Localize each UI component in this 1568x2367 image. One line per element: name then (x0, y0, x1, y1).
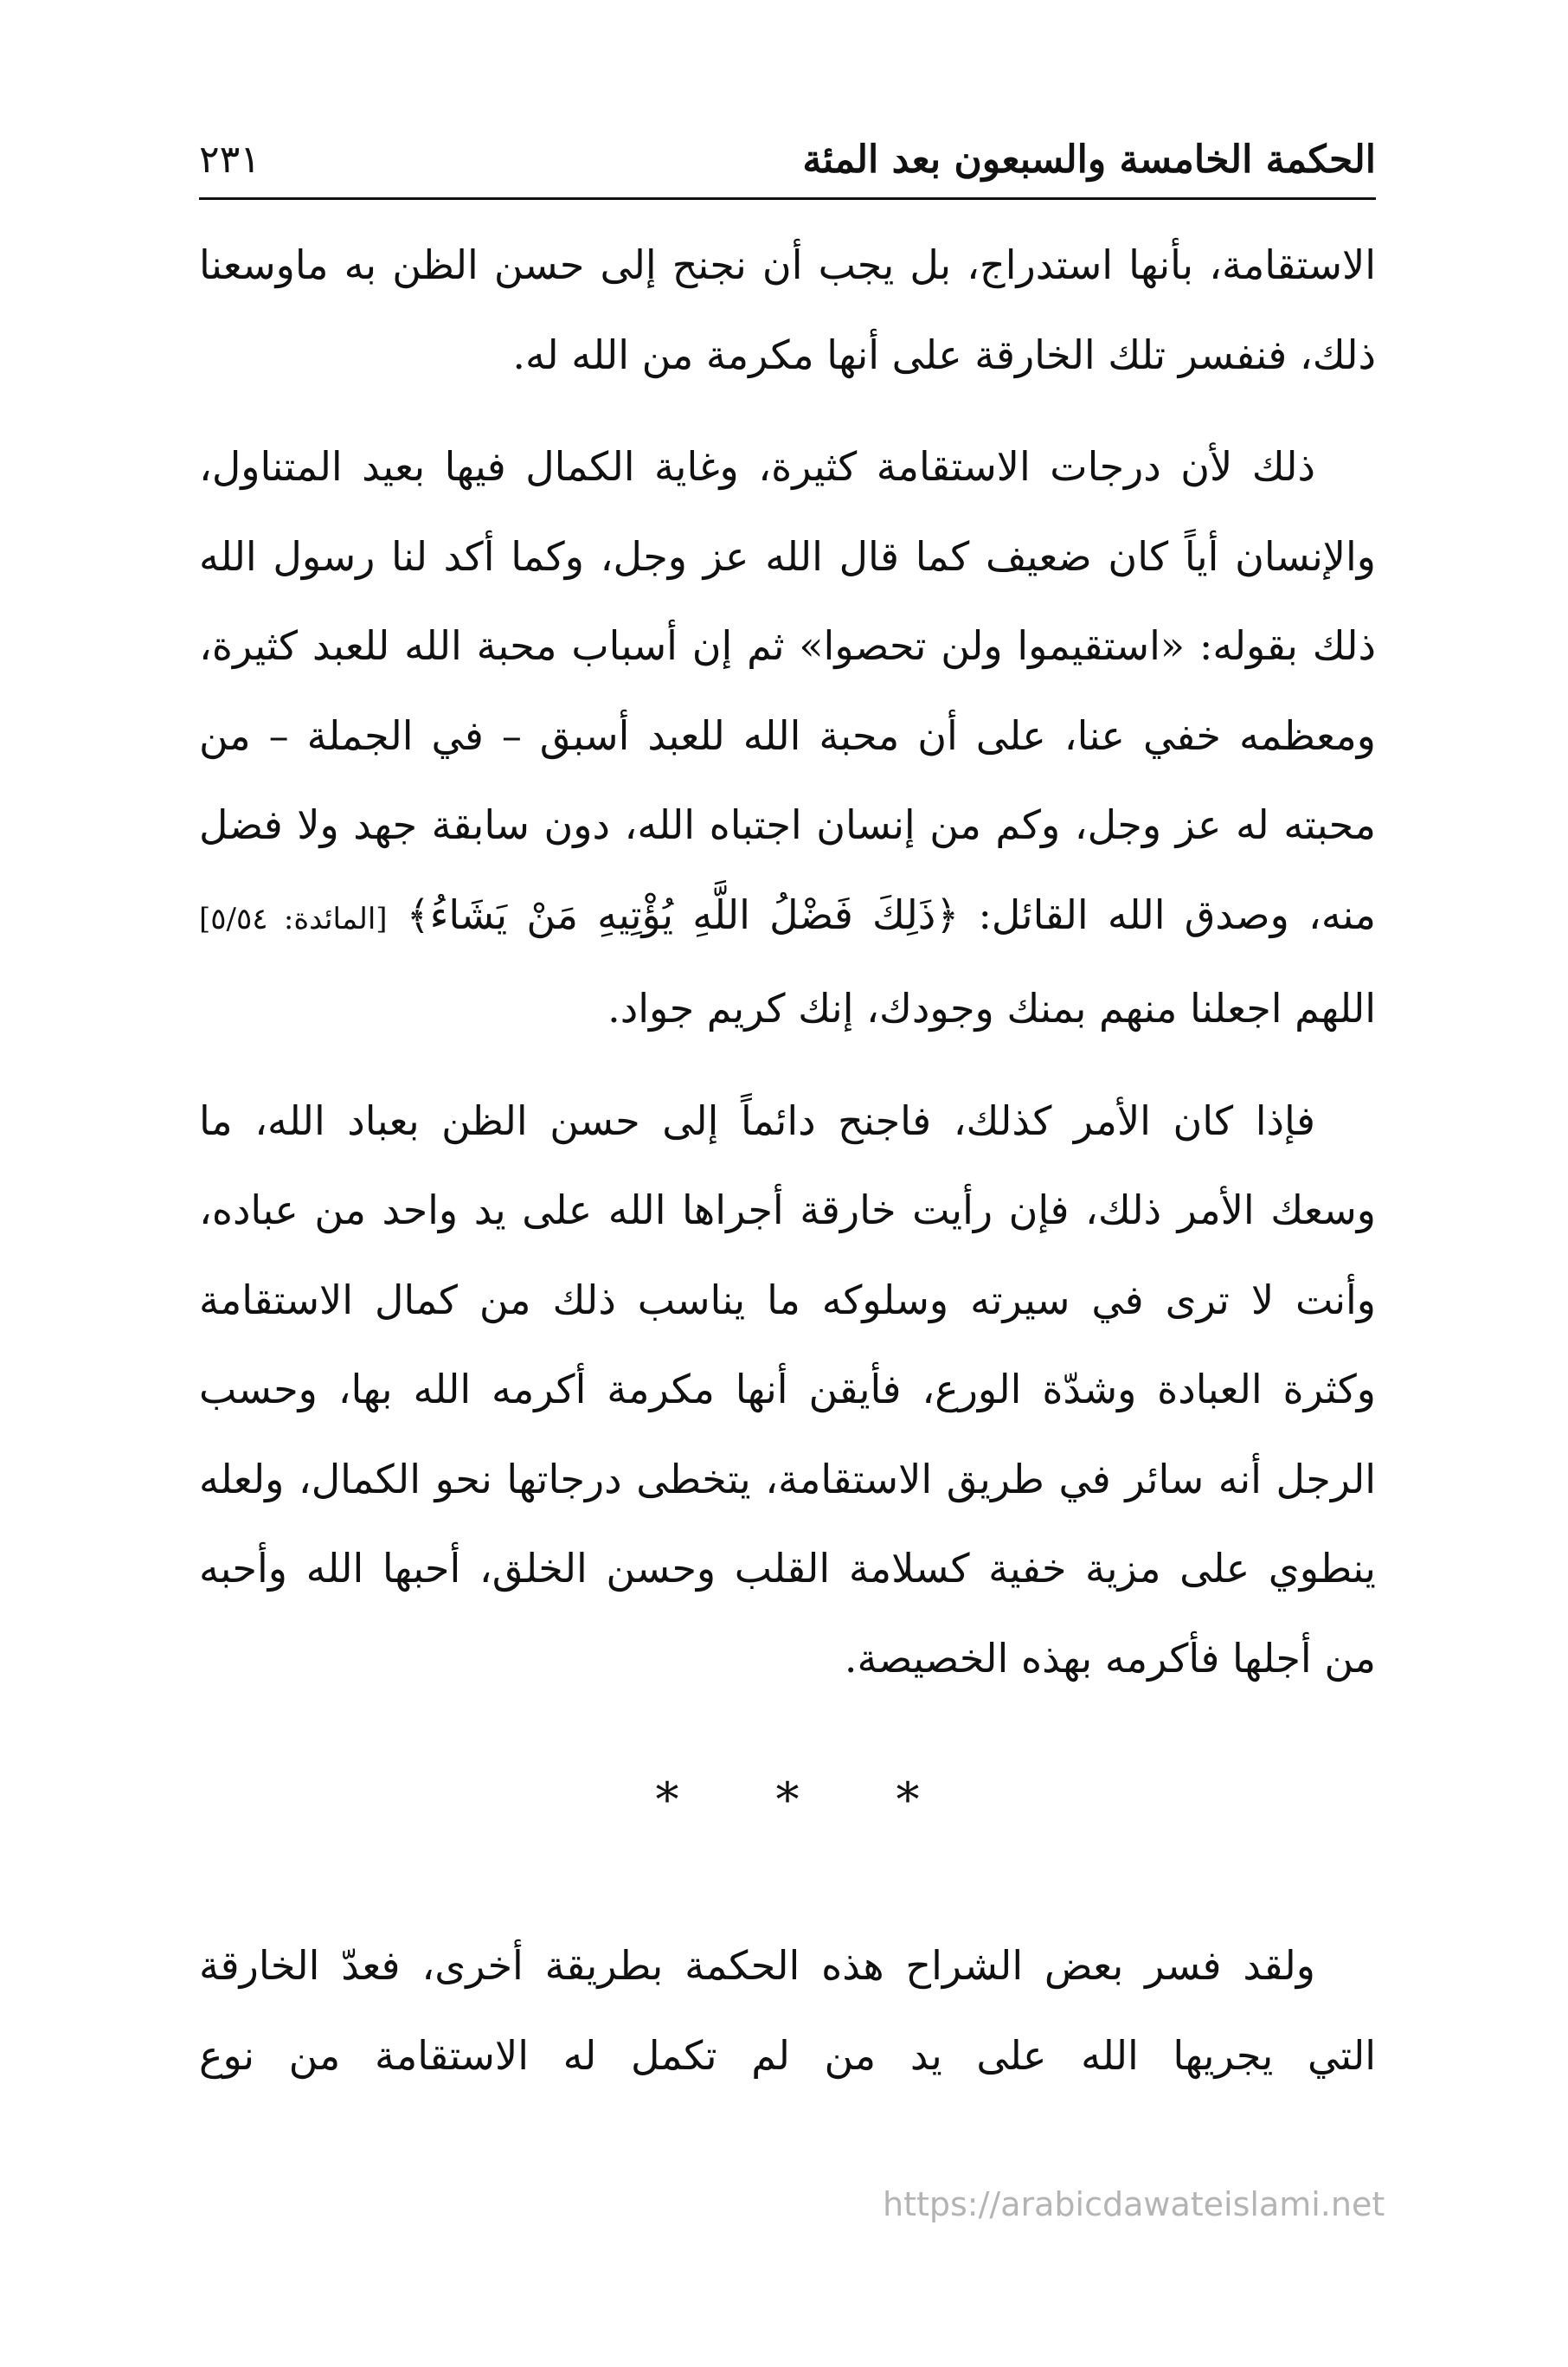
watermark-url: https://arabicdawateislami.net (883, 2185, 1385, 2223)
paragraph-2-text: ذلك لأن درجات الاستقامة كثيرة، وغاية الكمال فيها بعيد المتناول، والإنسان أياً كان ضعيف كما قال الله عز وجل، وكما أكد لنا رسول الله ذلك بقوله: «استقيموا ولن تحصوا» ثم إن أسباب محبة الله للعبد كثيرة، ومعظمه خفي عنا، على أن محبة الله للعبد أسبق – في الجملة – من محبته له عز وجل، وكم من إنسان اجتباه الله، دون سابقة جهد ولا فضل منه، وصدق الله القائل: (199, 443, 1377, 938)
header-divider (199, 197, 1376, 200)
quran-reference: [المائدة: ٥/٥٤] (199, 901, 388, 936)
paragraph-4: ولقد فسر بعض الشراح هذه الحكمة بطريقة أخرى، فعدّ الخارقة التي يجريها الله على يد من لم تكمل له الاستقامة من نوع (199, 1942, 1376, 2079)
asterisk: * (655, 1772, 679, 1827)
section-separator (199, 1766, 1376, 1835)
paragraph-2 (199, 422, 1376, 1054)
paragraph-3: فإذا كان الأمر كذلك، فاجنح دائماً إلى حسن الظن بعباد الله، ما وسعك الأمر ذلك، فإن رأيت خارقة أجراها الله على يد واحد من عباده، وأنت لا ترى في سيرته وسلوكه ما يناسب ذلك من كمال الاستقامة وكثرة العبادة وشدّة الورع، فأيقن أنها مكرمة أكرمه الله بها، وحسب الرجل أنه سائر في طريق الاستقامة، يتخطى درجاتها نحو الكمال، ولعله ينطوي على مزية خفية كسلامة القلب وحسن الخلق، أحبها الله وأحبه من أجلها فأكرمه بهذه الخصيصة. (199, 1097, 1376, 1682)
continued-text (199, 1921, 1376, 2123)
paragraph-2-ending: اللهم اجعلنا منهم بمنك وجودك، إنك كريم جواد. (607, 985, 1376, 1032)
asterisk: * (775, 1772, 800, 1827)
running-title: الحكمة الخامسة والسبعون بعد المئة (802, 138, 1376, 182)
page-number: ٢٣١ (199, 138, 260, 182)
paragraph-1: الاستقامة، بأنها استدراج، بل يجب أن نجنح إلى حسن الظن به ماوسعنا ذلك، فنفسر تلك الخارقة على أنها مكرمة من الله له. (199, 241, 1376, 378)
page-header (199, 130, 1376, 190)
asterisk: * (896, 1772, 920, 1827)
quran-verse: ﴿ذَلِكَ فَضْلُ اللَّهِ يُؤْتِيهِ مَنْ يَشَاءُ﴾ (406, 891, 960, 938)
main-text (199, 221, 1376, 1726)
